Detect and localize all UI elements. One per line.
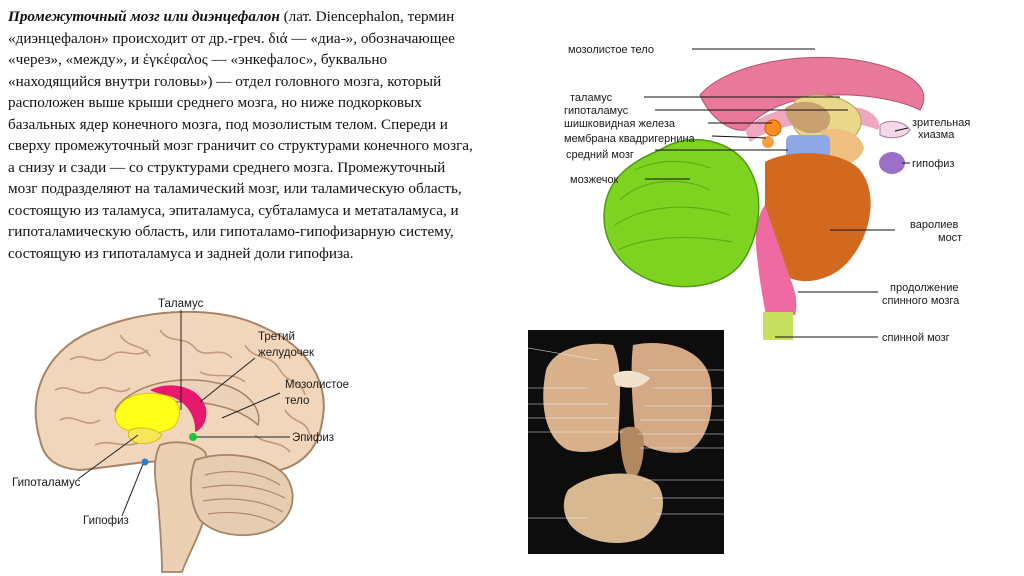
label-hypophysis: Гипофиз: [83, 515, 129, 527]
label-epiphysis: Эпифиз: [292, 432, 335, 444]
pituitary-body: [879, 152, 905, 174]
label-pons-2: мост: [938, 232, 963, 244]
label-thalamus: Таламус: [158, 298, 204, 310]
label-hypothalamus-stem: гипоталамус: [564, 105, 629, 117]
intro-text: (лат. Diencephalon, термин «диэнцефалон» происходит от др.-греч. διά — «диа-», обозначающее «через», «между», и ἐγκέφαλος — «энкефалос», буквально «находящийся внутри головы») — отдел головного мозга, который расположен выше крыши среднего мозга, но ниже подкорковых базальных ядер конечного мозга, под мозолистым телом. Спереди и сверху промежуточный мозг граничит со структурами конечного мозга, а снизу и сзади — со структурами среднего мозга. Промежуточный мозг подразделяют на таламический мозг, или таламическую область, состоящую из таламуса, эпиталамуса, субталамуса и метаталамуса, и гипоталамическую область, или гипоталамо-гипофизарную систему, состоящую из гипоталамуса и задней доли гипофиза.: [8, 8, 473, 262]
chiasm-shape: [880, 121, 910, 137]
label-chiasm-1: зрительная: [912, 117, 971, 129]
label-pons-1: варолиев: [910, 219, 959, 231]
label-medulla-1: продолжение: [890, 282, 959, 294]
label-midbrain: средний мозг: [566, 149, 634, 161]
label-quadrigeminal: мембрана квадригернина: [564, 133, 695, 145]
brain-sagittal-figure: [0, 290, 400, 572]
label-spinal-cord: спинной мозг: [882, 332, 950, 344]
label-hypothalamus: Гипоталамус: [12, 477, 81, 489]
brainstem-figure: [560, 30, 1020, 350]
label-medulla-2: спинного мозга: [882, 295, 960, 307]
label-third-ventricle-1: Третий: [258, 331, 295, 343]
photo-left-hemisphere: [543, 344, 620, 452]
label-corpus-callosum: мозолистое тело: [568, 44, 654, 56]
spinal-cord-body: [763, 312, 793, 340]
label-chiasm-2: хиазма: [918, 129, 955, 141]
intro-term: Промежуточный мозг или диэнцефалон: [8, 8, 280, 25]
label-corpus-callosum-2: тело: [285, 395, 310, 407]
brain-section-photo: [528, 330, 724, 554]
label-pineal: шишковидная железа: [564, 118, 676, 130]
label-thalamus-stem: таламус: [570, 92, 613, 104]
pineal-gland: [765, 120, 781, 136]
epiphysis-dot: [189, 433, 197, 441]
label-corpus-callosum-1: Мозолистое: [285, 379, 350, 391]
label-cerebellum: мозжечок: [570, 174, 619, 186]
label-third-ventricle-2: желудочек: [258, 347, 315, 359]
intro-paragraph: [8, 6, 478, 264]
label-pituitary: гипофиз: [912, 158, 955, 170]
